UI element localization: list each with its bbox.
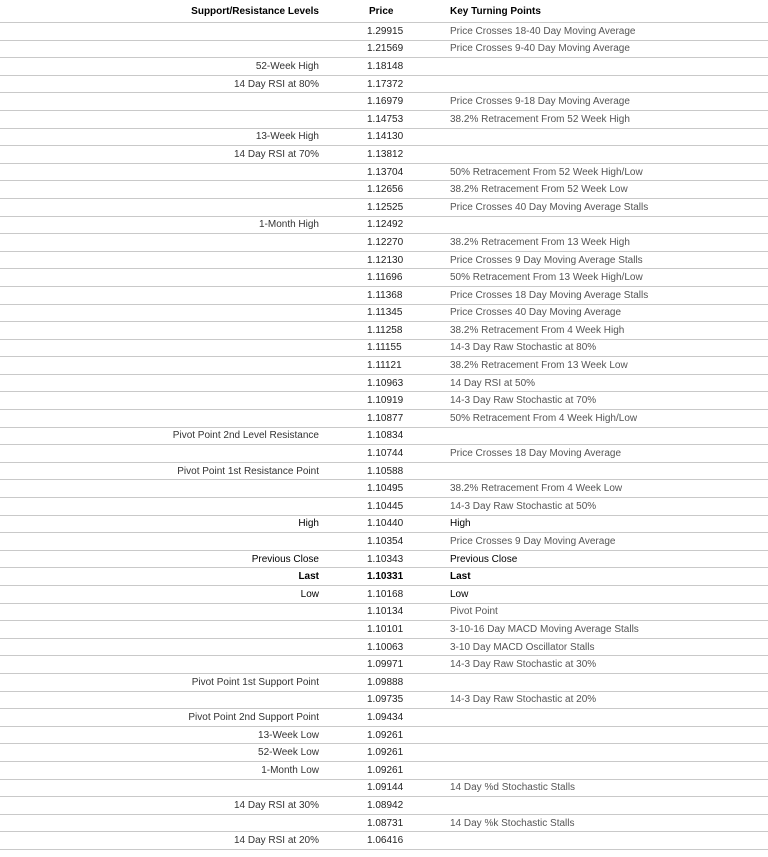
level-cell	[0, 621, 326, 639]
price-cell: 1.10744	[364, 445, 448, 463]
price-cell: 1.09261	[364, 744, 448, 762]
turning-point-cell: 38.2% Retracement From 4 Week Low	[448, 480, 768, 498]
level-cell	[0, 163, 326, 181]
level-cell: 1-Month Low	[0, 761, 326, 779]
header-price: Price	[364, 0, 448, 23]
price-cell: 1.09971	[364, 656, 448, 674]
turning-point-cell: Low	[448, 586, 768, 604]
price-cell: 1.29915	[364, 23, 448, 41]
price-cell: 1.11258	[364, 322, 448, 340]
table-row	[0, 638, 768, 656]
level-cell	[0, 533, 326, 551]
price-cell: 1.12656	[364, 181, 448, 199]
table-row	[0, 23, 768, 41]
turning-point-cell: 14-3 Day Raw Stochastic at 70%	[448, 392, 768, 410]
table-row	[0, 533, 768, 551]
turning-point-cell: 14-3 Day Raw Stochastic at 20%	[448, 691, 768, 709]
table-row	[0, 163, 768, 181]
turning-point-cell: 38.2% Retracement From 52 Week High	[448, 110, 768, 128]
price-cell: 1.09261	[364, 761, 448, 779]
table-row	[0, 40, 768, 58]
price-cell: 1.10963	[364, 374, 448, 392]
table-row	[0, 691, 768, 709]
turning-point-cell: Price Crosses 9 Day Moving Average Stalls	[448, 251, 768, 269]
turning-point-cell: 3-10-16 Day MACD Moving Average Stalls	[448, 621, 768, 639]
turning-point-cell: Price Crosses 18-40 Day Moving Average	[448, 23, 768, 41]
level-cell: Pivot Point 2nd Support Point	[0, 709, 326, 727]
level-cell	[0, 110, 326, 128]
price-cell: 1.09735	[364, 691, 448, 709]
turning-point-cell	[448, 744, 768, 762]
turning-point-cell: 50% Retracement From 13 Week High/Low	[448, 269, 768, 287]
price-cell: 1.12270	[364, 234, 448, 252]
table-row	[0, 744, 768, 762]
table-row	[0, 181, 768, 199]
level-cell	[0, 374, 326, 392]
price-cell: 1.10343	[364, 550, 448, 568]
price-cell: 1.10877	[364, 410, 448, 428]
turning-point-cell: 14-3 Day Raw Stochastic at 50%	[448, 498, 768, 516]
header-points: Key Turning Points	[448, 0, 768, 23]
price-cell: 1.10445	[364, 498, 448, 516]
level-cell	[0, 251, 326, 269]
turning-point-cell: 3-10 Day MACD Oscillator Stalls	[448, 638, 768, 656]
price-cell: 1.09888	[364, 673, 448, 691]
turning-point-cell: Price Crosses 18 Day Moving Average	[448, 445, 768, 463]
table-row	[0, 93, 768, 111]
level-cell	[0, 234, 326, 252]
table-row	[0, 410, 768, 428]
price-cell: 1.12525	[364, 198, 448, 216]
table-row	[0, 550, 768, 568]
price-cell: 1.10063	[364, 638, 448, 656]
table-row	[0, 374, 768, 392]
table-row	[0, 286, 768, 304]
level-cell: Pivot Point 1st Resistance Point	[0, 462, 326, 480]
price-cell: 1.10331	[364, 568, 448, 586]
table-row	[0, 779, 768, 797]
turning-point-cell	[448, 462, 768, 480]
level-cell	[0, 603, 326, 621]
turning-point-cell: Previous Close	[448, 550, 768, 568]
turning-point-cell: 14 Day %d Stochastic Stalls	[448, 779, 768, 797]
table-row	[0, 198, 768, 216]
level-cell	[0, 339, 326, 357]
table-row	[0, 498, 768, 516]
table-row	[0, 427, 768, 445]
level-cell	[0, 779, 326, 797]
turning-point-cell: 38.2% Retracement From 52 Week Low	[448, 181, 768, 199]
turning-point-cell: 38.2% Retracement From 13 Week High	[448, 234, 768, 252]
turning-point-cell: Last	[448, 568, 768, 586]
turning-point-cell	[448, 832, 768, 850]
turning-point-cell: High	[448, 515, 768, 533]
price-cell: 1.11696	[364, 269, 448, 287]
price-cell: 1.13812	[364, 146, 448, 164]
header-levels: Support/Resistance Levels	[0, 0, 326, 23]
table-row	[0, 480, 768, 498]
level-cell	[0, 392, 326, 410]
level-cell	[0, 304, 326, 322]
turning-point-cell	[448, 128, 768, 146]
table-row	[0, 621, 768, 639]
price-cell: 1.10168	[364, 586, 448, 604]
turning-point-cell	[448, 797, 768, 815]
level-cell: 14 Day RSI at 80%	[0, 75, 326, 93]
price-cell: 1.10834	[364, 427, 448, 445]
turning-point-cell: Price Crosses 9 Day Moving Average	[448, 533, 768, 551]
price-cell: 1.08731	[364, 814, 448, 832]
turning-point-cell: 14-3 Day Raw Stochastic at 30%	[448, 656, 768, 674]
table-row	[0, 761, 768, 779]
level-cell	[0, 23, 326, 41]
level-cell	[0, 357, 326, 375]
level-cell: 14 Day RSI at 70%	[0, 146, 326, 164]
level-cell	[0, 498, 326, 516]
price-cell: 1.09144	[364, 779, 448, 797]
turning-point-cell: Price Crosses 18 Day Moving Average Stalls	[448, 286, 768, 304]
turning-point-cell: 14 Day %k Stochastic Stalls	[448, 814, 768, 832]
turning-point-cell	[448, 673, 768, 691]
table-row	[0, 726, 768, 744]
level-cell: Previous Close	[0, 550, 326, 568]
level-cell: 13-Week High	[0, 128, 326, 146]
table-row	[0, 797, 768, 815]
table-row	[0, 304, 768, 322]
level-cell: 1-Month High	[0, 216, 326, 234]
table-row	[0, 673, 768, 691]
turning-point-cell	[448, 146, 768, 164]
price-cell: 1.18148	[364, 58, 448, 76]
table-row	[0, 392, 768, 410]
level-cell: Last	[0, 568, 326, 586]
table-row	[0, 234, 768, 252]
level-cell: Pivot Point 2nd Level Resistance	[0, 427, 326, 445]
turning-point-cell	[448, 761, 768, 779]
turning-point-cell: 14-3 Day Raw Stochastic at 80%	[448, 339, 768, 357]
table-row	[0, 128, 768, 146]
level-cell	[0, 40, 326, 58]
table-row	[0, 586, 768, 604]
turning-point-cell: 38.2% Retracement From 13 Week Low	[448, 357, 768, 375]
table-row	[0, 709, 768, 727]
price-cell: 1.11155	[364, 339, 448, 357]
level-cell	[0, 638, 326, 656]
turning-point-cell: Price Crosses 40 Day Moving Average Stalls	[448, 198, 768, 216]
price-cell: 1.12130	[364, 251, 448, 269]
price-cell: 1.12492	[364, 216, 448, 234]
turning-point-cell: Price Crosses 40 Day Moving Average	[448, 304, 768, 322]
level-cell	[0, 198, 326, 216]
level-cell	[0, 269, 326, 287]
price-cell: 1.10495	[364, 480, 448, 498]
level-cell	[0, 93, 326, 111]
level-cell	[0, 814, 326, 832]
turning-point-cell: 50% Retracement From 52 Week High/Low	[448, 163, 768, 181]
price-cell: 1.11345	[364, 304, 448, 322]
price-cell: 1.11121	[364, 357, 448, 375]
table-row	[0, 146, 768, 164]
table-row	[0, 814, 768, 832]
table-row	[0, 110, 768, 128]
table-row	[0, 357, 768, 375]
level-cell	[0, 445, 326, 463]
level-cell: Pivot Point 1st Support Point	[0, 673, 326, 691]
price-cell: 1.13704	[364, 163, 448, 181]
turning-point-cell	[448, 427, 768, 445]
table-row	[0, 515, 768, 533]
table-row	[0, 269, 768, 287]
turning-point-cell	[448, 58, 768, 76]
table-row	[0, 445, 768, 463]
turning-point-cell: 14 Day RSI at 50%	[448, 374, 768, 392]
table-row	[0, 58, 768, 76]
table-body	[0, 23, 768, 850]
turning-point-cell: 50% Retracement From 4 Week High/Low	[448, 410, 768, 428]
price-cell: 1.17372	[364, 75, 448, 93]
level-cell: 14 Day RSI at 30%	[0, 797, 326, 815]
price-cell: 1.10354	[364, 533, 448, 551]
level-cell: 52-Week Low	[0, 744, 326, 762]
turning-point-cell: Pivot Point	[448, 603, 768, 621]
turning-point-cell	[448, 75, 768, 93]
level-cell	[0, 181, 326, 199]
level-cell	[0, 480, 326, 498]
level-cell	[0, 656, 326, 674]
price-cell: 1.09434	[364, 709, 448, 727]
level-cell	[0, 410, 326, 428]
table-row	[0, 462, 768, 480]
price-cell: 1.09261	[364, 726, 448, 744]
table-row	[0, 216, 768, 234]
level-cell: Low	[0, 586, 326, 604]
level-cell	[0, 322, 326, 340]
level-cell	[0, 286, 326, 304]
price-cell: 1.10134	[364, 603, 448, 621]
turning-point-cell: Price Crosses 9-40 Day Moving Average	[448, 40, 768, 58]
turning-point-cell: 38.2% Retracement From 4 Week High	[448, 322, 768, 340]
table-row	[0, 603, 768, 621]
level-cell: 14 Day RSI at 20%	[0, 832, 326, 850]
turning-point-cell	[448, 216, 768, 234]
table-header-row	[0, 0, 768, 23]
table-row	[0, 75, 768, 93]
level-cell: High	[0, 515, 326, 533]
turning-point-cell: Price Crosses 9-18 Day Moving Average	[448, 93, 768, 111]
table-row	[0, 568, 768, 586]
table-row	[0, 339, 768, 357]
table-row	[0, 251, 768, 269]
price-cell: 1.10440	[364, 515, 448, 533]
price-cell: 1.11368	[364, 286, 448, 304]
price-cell: 1.10101	[364, 621, 448, 639]
price-cell: 1.06416	[364, 832, 448, 850]
turning-point-cell	[448, 709, 768, 727]
level-cell: 13-Week Low	[0, 726, 326, 744]
table-row	[0, 656, 768, 674]
table-row	[0, 832, 768, 850]
price-cell: 1.14130	[364, 128, 448, 146]
price-cell: 1.08942	[364, 797, 448, 815]
price-cell: 1.10588	[364, 462, 448, 480]
turning-point-cell	[448, 726, 768, 744]
price-cell: 1.14753	[364, 110, 448, 128]
level-cell: 52-Week High	[0, 58, 326, 76]
price-cell: 1.10919	[364, 392, 448, 410]
price-cell: 1.16979	[364, 93, 448, 111]
level-cell	[0, 691, 326, 709]
table-row	[0, 322, 768, 340]
price-cell: 1.21569	[364, 40, 448, 58]
